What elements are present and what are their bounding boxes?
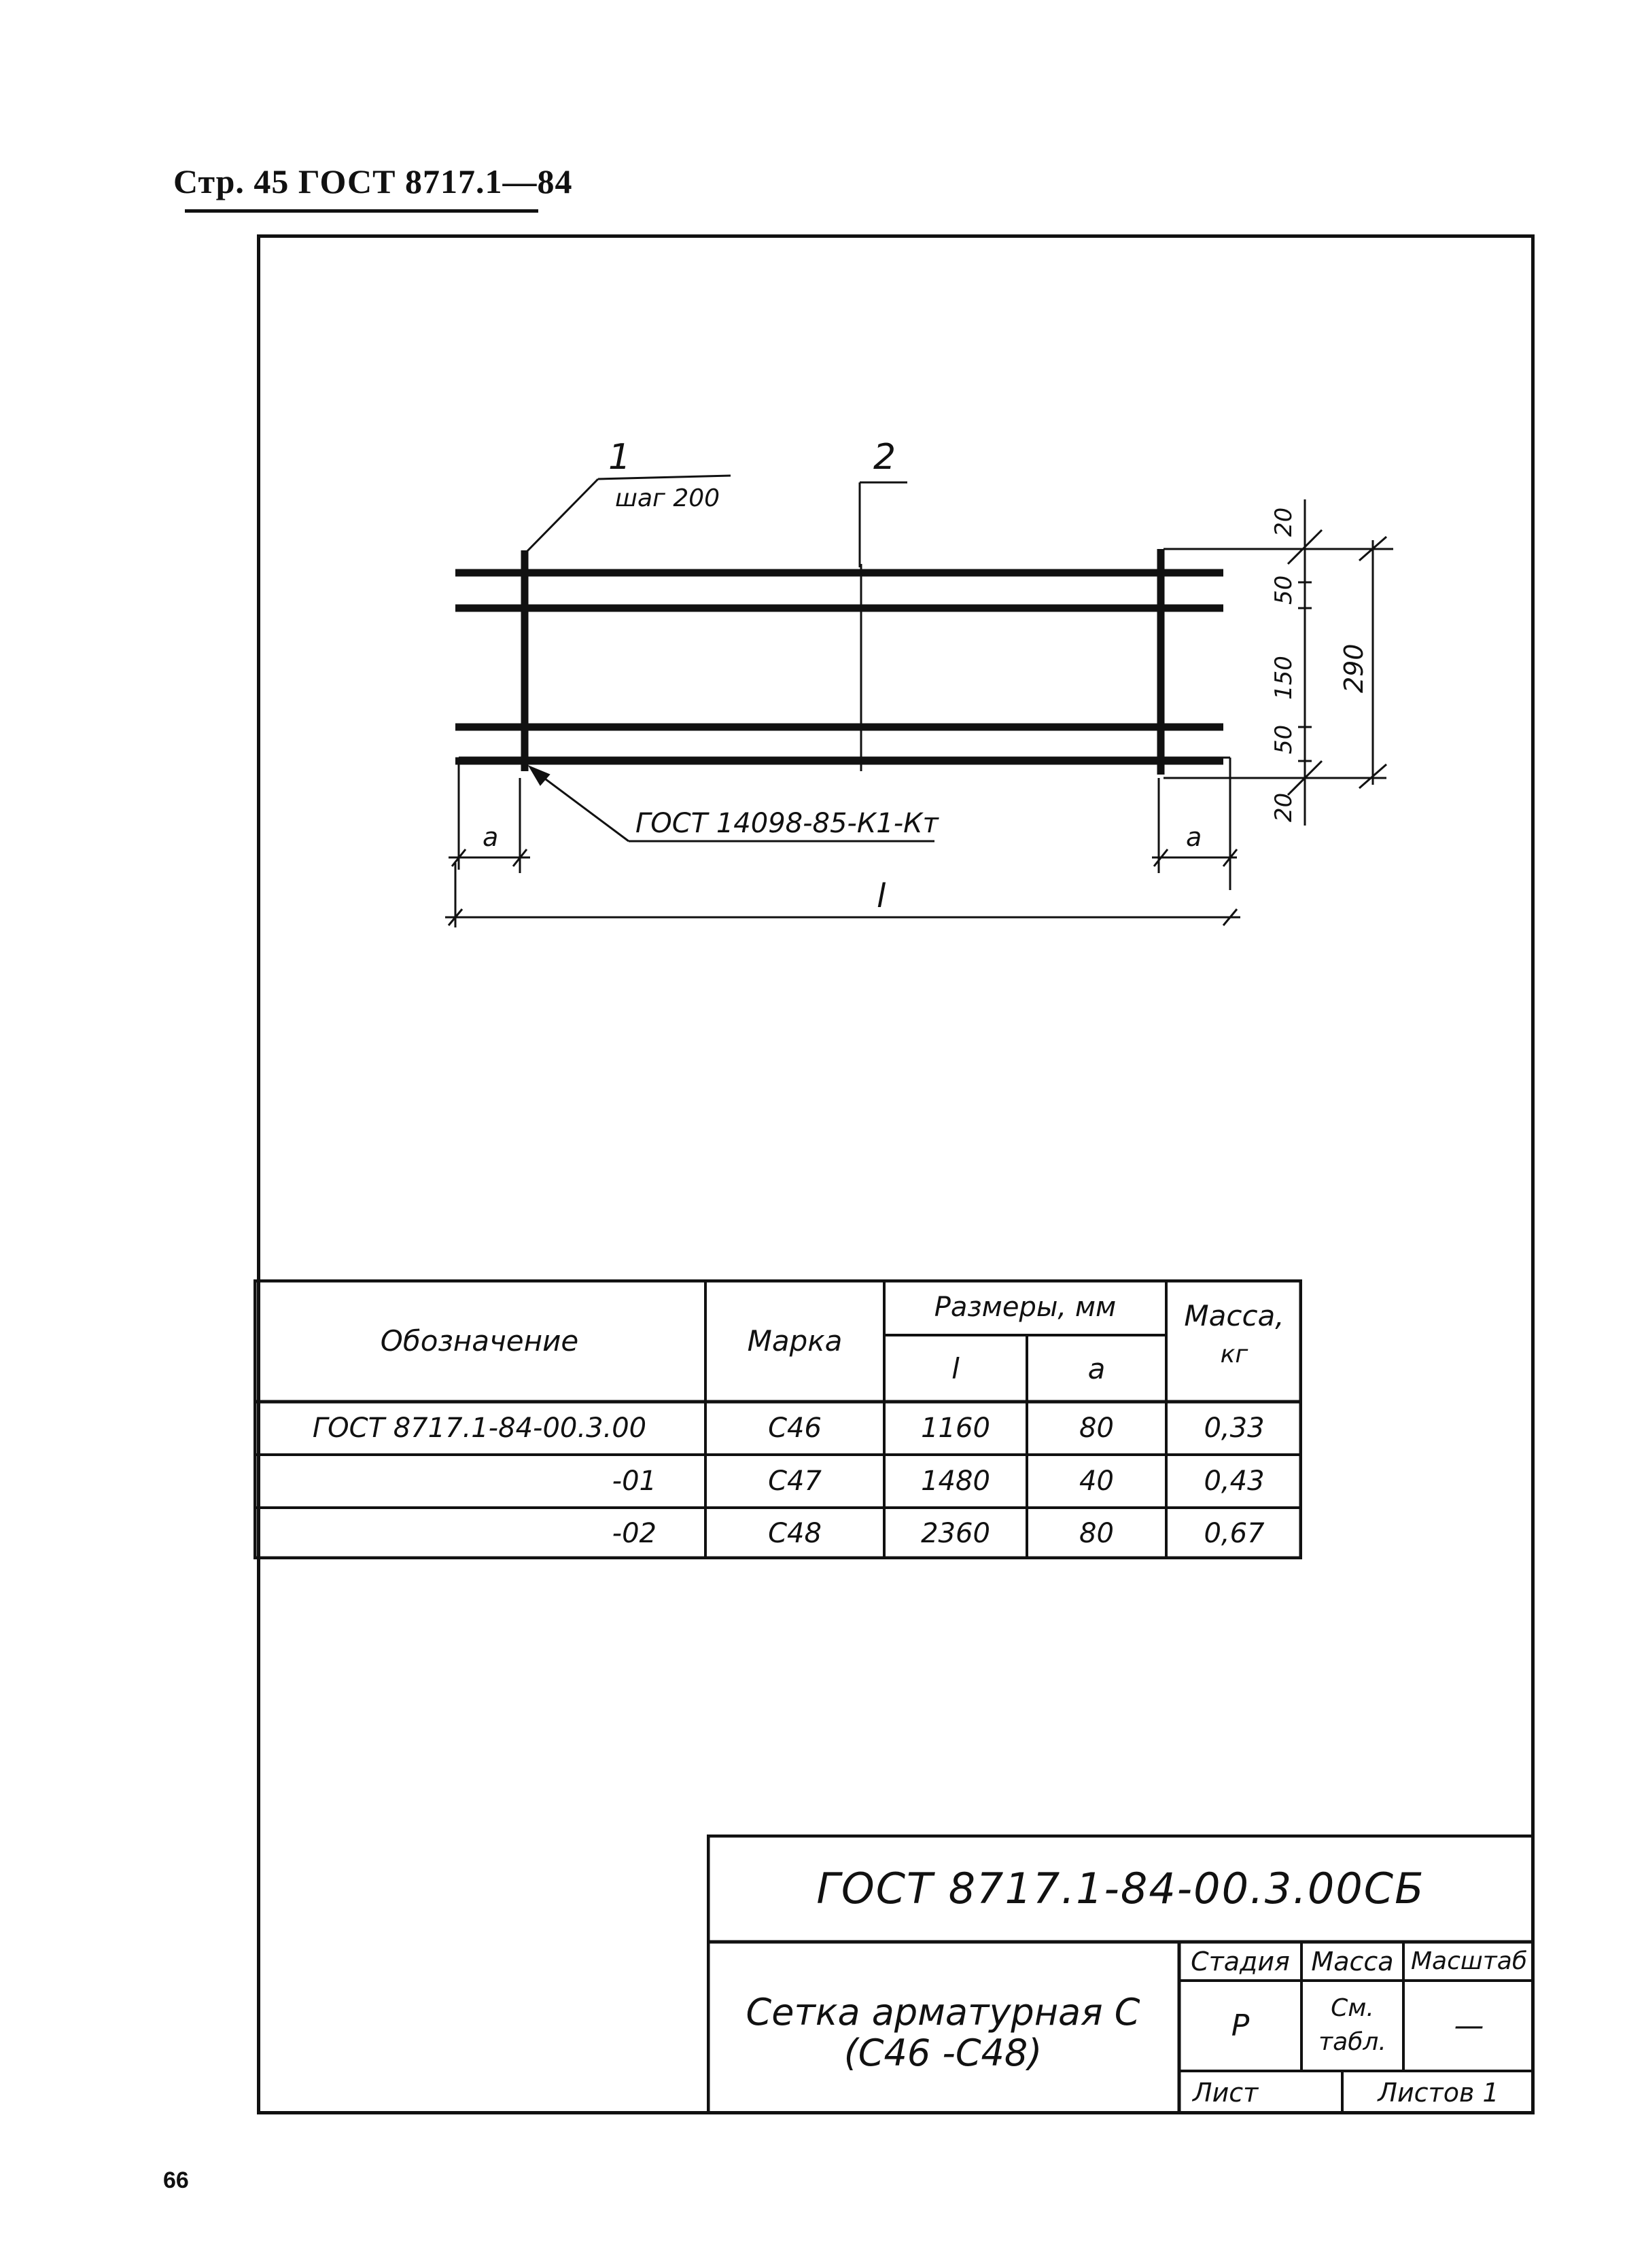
dim-bottom-20: 20	[1270, 792, 1297, 822]
dim-a-right: a	[1186, 822, 1202, 852]
weld-label: ГОСТ 14098-85-К1-Кт	[635, 808, 939, 839]
title-block	[707, 1835, 1535, 2114]
row-1-l: 1160	[921, 1413, 990, 1444]
header-size-l: l	[951, 1351, 960, 1385]
dim-50-bottom: 50	[1270, 724, 1297, 754]
scale-label: Масштаб	[1410, 1947, 1528, 1975]
product-name-line2: (С46 -С48)	[843, 2031, 1043, 2074]
callout-2: 2	[873, 437, 896, 478]
dim-top-20: 20	[1270, 507, 1297, 537]
row-1-mark: С46	[768, 1413, 822, 1444]
sheets-label: Листов 1	[1378, 2078, 1499, 2108]
dim-a-left: a	[483, 822, 499, 852]
spec-table	[253, 1279, 1302, 1559]
row-3-designation: -02	[612, 1518, 657, 1549]
scale-value: —	[1454, 2008, 1484, 2043]
step-label: шаг 200	[615, 484, 720, 512]
row-1-designation: ГОСТ 8717.1-84-00.3.00	[312, 1413, 647, 1444]
mass-value-line1: См.	[1331, 1994, 1374, 2022]
document-code: ГОСТ 8717.1-84-00.3.00СБ	[816, 1863, 1425, 1913]
row-1-a: 80	[1079, 1413, 1114, 1444]
stage-value: Р	[1231, 2008, 1250, 2043]
mass-value-line2: табл.	[1318, 2028, 1386, 2056]
row-2-mass: 0,43	[1204, 1466, 1265, 1497]
row-3-mass: 0,67	[1204, 1518, 1265, 1549]
product-name-line1: Сетка арматурная С	[746, 1990, 1140, 2034]
header-mark: Марка	[747, 1324, 843, 1358]
row-3-l: 2360	[921, 1518, 990, 1549]
dim-50-top: 50	[1270, 575, 1297, 605]
mass-label: Масса	[1311, 1946, 1394, 1977]
dim-l: l	[877, 877, 886, 915]
header-mass-unit: кг	[1220, 1340, 1248, 1368]
header-sizes: Размеры, мм	[934, 1292, 1117, 1323]
stage-label: Стадия	[1191, 1946, 1290, 1977]
row-2-a: 40	[1079, 1466, 1114, 1497]
dim-total-290: 290	[1339, 643, 1369, 693]
row-2-l: 1480	[921, 1466, 990, 1497]
row-3-a: 80	[1079, 1518, 1114, 1549]
sheet-label: Лист	[1193, 2078, 1259, 2108]
row-2-mark: С47	[768, 1466, 822, 1497]
row-2-designation: -01	[612, 1466, 657, 1497]
row-3-mark: С48	[768, 1518, 822, 1549]
dim-150: 150	[1270, 656, 1297, 700]
page-number: 66	[163, 2167, 189, 2193]
page-header: Стр. 45 ГОСТ 8717.1—84	[173, 162, 573, 200]
row-1-mass: 0,33	[1204, 1413, 1265, 1444]
header-designation: Обозначение	[380, 1324, 579, 1358]
header-size-a: a	[1087, 1351, 1106, 1385]
callout-1: 1	[608, 437, 631, 478]
header-mass: Масса,	[1184, 1298, 1284, 1332]
